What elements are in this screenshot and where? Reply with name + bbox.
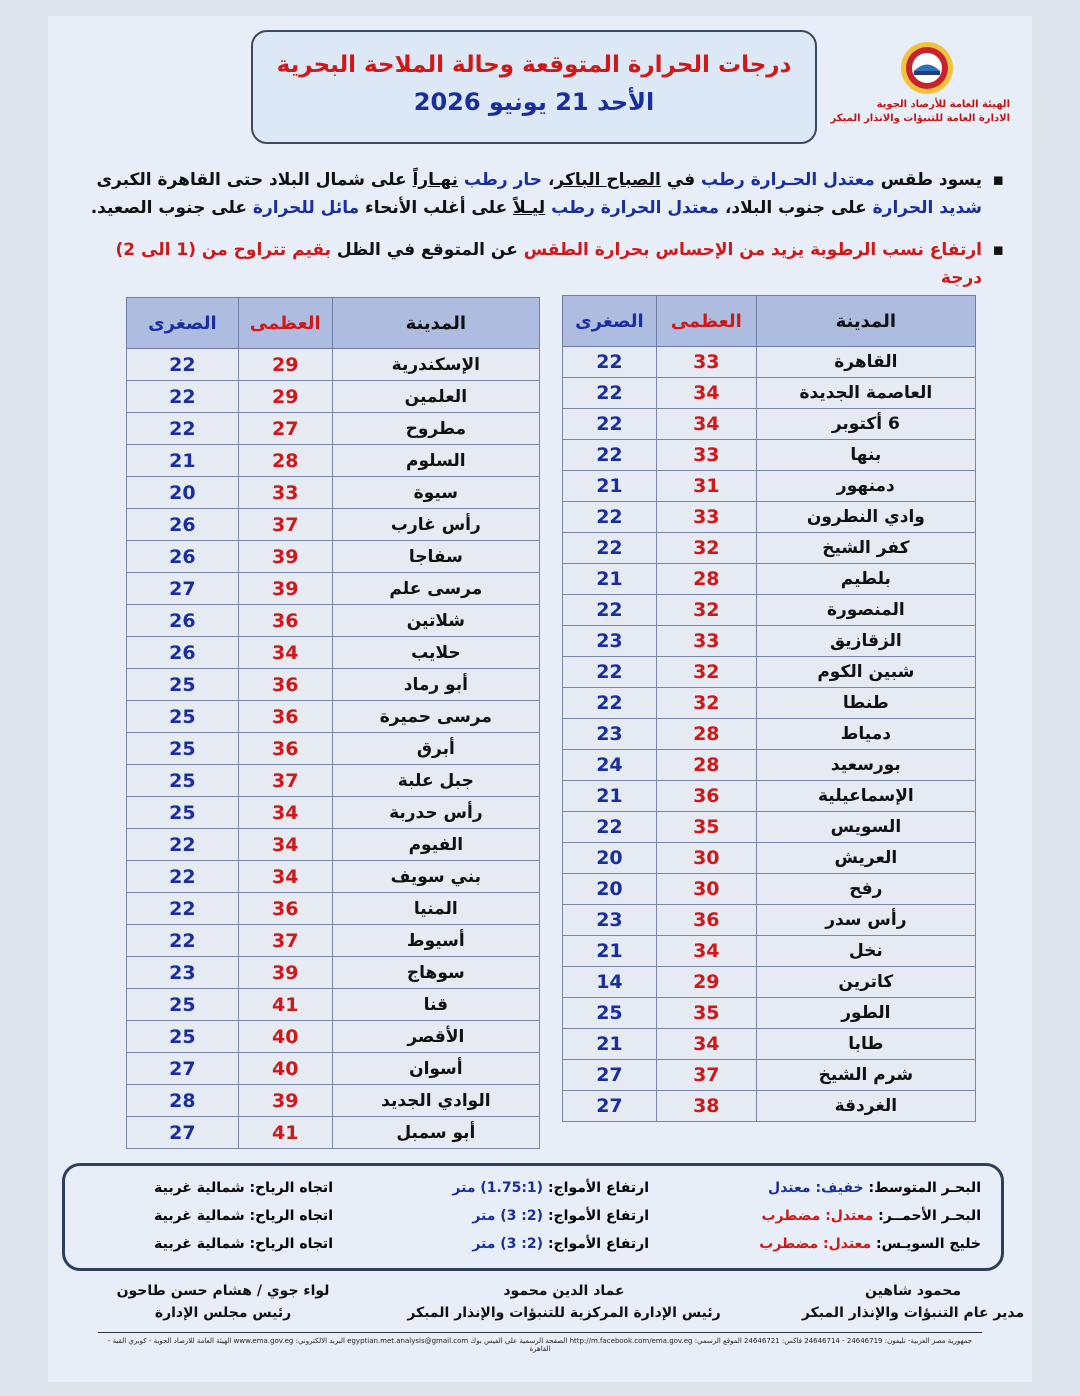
min-temp: 23 [127, 957, 239, 989]
max-temp: 36 [656, 905, 756, 936]
max-temp: 35 [656, 812, 756, 843]
forecast-bullet-2: ▪ ارتفاع نسب الرطوبة يزيد من الإحساس بحرارة الطقس عن المتوقع في الظل بقيم تتراوح من (1 الى 2) درجة [115, 240, 1004, 288]
forecast-bullet-1: ▪ يسود طقس معتدل الحـرارة رطب في الصباح الباكر، حار رطب نهـاراً على شمال البلاد حتى القاهرة الكبرى شديد الحرارة على جنوب البلاد، معتدل الحرارة رطب ليـلاً على أغلب الأنحاء مائل للحرارة على جنوب الصعيد. [90, 170, 1004, 218]
min-temp: 23 [563, 626, 657, 657]
ema-logo-icon [892, 38, 962, 104]
city-row [127, 829, 540, 861]
city-name: قنا [332, 989, 539, 1021]
city-name: بلطيم [756, 564, 975, 595]
city-name: شلاتين [332, 605, 539, 637]
city-name: مطروح [332, 413, 539, 445]
city-row [127, 701, 540, 733]
sea-row-gulf-of-suez: خليج السويـس: معتدل: مضطرب ارتفاع الأمواج: (2: 3) متر اتجاه الرياح: شمالية غربية [154, 1236, 981, 1252]
forecast-text [78, 166, 1004, 306]
min-temp: 22 [127, 925, 239, 957]
min-temp: 22 [127, 381, 239, 413]
max-temp: 37 [238, 925, 332, 957]
min-temp: 27 [127, 573, 239, 605]
max-temp: 31 [656, 471, 756, 502]
city-row [127, 765, 540, 797]
city-name: المنصورة [756, 595, 975, 626]
signature-forecast-director: محمود شاهين مدير عام التنبؤات والإنذار المبكر [801, 1283, 1025, 1321]
max-temp: 28 [656, 719, 756, 750]
city-row [127, 1085, 540, 1117]
min-temp: 26 [127, 605, 239, 637]
max-temp: 39 [238, 541, 332, 573]
max-temp: 36 [656, 781, 756, 812]
city-name: رأس غارب [332, 509, 539, 541]
bulletin-page [48, 16, 1032, 1382]
min-temp: 20 [563, 843, 657, 874]
min-temp: 22 [563, 688, 657, 719]
cities-table-left [126, 297, 540, 1149]
org-name: الهيئة العامة للأرصاد الجوية الادارة العامة للتنبؤات والانذار المبكر [830, 99, 1010, 124]
city-name: العريش [756, 843, 975, 874]
min-temp: 21 [563, 936, 657, 967]
city-row [127, 541, 540, 573]
min-temp: 25 [127, 669, 239, 701]
city-name: السويس [756, 812, 975, 843]
max-temp: 37 [238, 509, 332, 541]
max-temp: 29 [238, 349, 332, 381]
max-temp: 29 [656, 967, 756, 998]
min-temp: 21 [127, 445, 239, 477]
city-name: سوهاج [332, 957, 539, 989]
city-name: أسوان [332, 1053, 539, 1085]
min-temp: 22 [127, 829, 239, 861]
min-temp: 27 [127, 1117, 239, 1149]
cities-table-right [562, 295, 976, 1122]
min-temp: 22 [563, 409, 657, 440]
max-temp: 27 [238, 413, 332, 445]
max-temp: 33 [656, 502, 756, 533]
city-name: سيوة [332, 477, 539, 509]
max-temp: 36 [238, 605, 332, 637]
city-row [127, 445, 540, 477]
sea-row-red-sea: البحـر الأحمــر: معتدل: مضطرب ارتفاع الأمواج: (2: 3) متر اتجاه الرياح: شمالية غربية [154, 1208, 981, 1224]
city-name: نخل [756, 936, 975, 967]
max-temp: 41 [238, 1117, 332, 1149]
max-temp: 33 [656, 347, 756, 378]
max-temp: 32 [656, 657, 756, 688]
min-temp: 21 [563, 781, 657, 812]
max-temp: 40 [238, 1021, 332, 1053]
min-temp: 24 [563, 750, 657, 781]
min-temp: 22 [563, 533, 657, 564]
max-temp: 34 [656, 409, 756, 440]
city-row [563, 595, 976, 626]
city-row [563, 409, 976, 440]
max-temp: 33 [656, 440, 756, 471]
city-name: شبين الكوم [756, 657, 975, 688]
min-temp: 22 [563, 440, 657, 471]
min-temp: 20 [127, 477, 239, 509]
header-city: المدينة [756, 296, 975, 347]
city-name: دمنهور [756, 471, 975, 502]
city-name: الفيوم [332, 829, 539, 861]
max-temp: 36 [238, 893, 332, 925]
header-max: العظمى [656, 296, 756, 347]
city-row [563, 936, 976, 967]
min-temp: 22 [127, 893, 239, 925]
signature-central-director: عماد الدين محمود رئيس الإدارة المركزية للتنبؤات والإنذار المبكر [407, 1283, 721, 1321]
city-name: بورسعيد [756, 750, 975, 781]
header-city: المدينة [332, 298, 539, 349]
city-row [127, 733, 540, 765]
max-temp: 36 [238, 669, 332, 701]
city-row [563, 471, 976, 502]
city-row [127, 381, 540, 413]
city-name: دمياط [756, 719, 975, 750]
max-temp: 32 [656, 533, 756, 564]
max-temp: 37 [238, 765, 332, 797]
city-row [127, 989, 540, 1021]
city-name: القاهرة [756, 347, 975, 378]
max-temp: 32 [656, 688, 756, 719]
min-temp: 22 [563, 347, 657, 378]
city-row [563, 657, 976, 688]
max-temp: 38 [656, 1091, 756, 1122]
city-name: الإسماعيلية [756, 781, 975, 812]
city-row [563, 967, 976, 998]
city-row [563, 750, 976, 781]
min-temp: 25 [563, 998, 657, 1029]
city-name: العلمين [332, 381, 539, 413]
city-name: جبل علبة [332, 765, 539, 797]
max-temp: 34 [238, 861, 332, 893]
min-temp: 27 [127, 1053, 239, 1085]
city-name: بنها [756, 440, 975, 471]
city-row [563, 1060, 976, 1091]
max-temp: 34 [238, 829, 332, 861]
header-min: الصغرى [563, 296, 657, 347]
min-temp: 22 [563, 378, 657, 409]
min-temp: 28 [127, 1085, 239, 1117]
header-min: الصغرى [127, 298, 239, 349]
city-name: بني سويف [332, 861, 539, 893]
min-temp: 25 [127, 1021, 239, 1053]
city-name: رأس حدربة [332, 797, 539, 829]
sea-row-mediterranean: البحـر المتوسط: خفيف: معتدل ارتفاع الأمواج: (1.75:1) متر اتجاه الرياح: شمالية غربية [154, 1180, 981, 1196]
max-temp: 34 [656, 936, 756, 967]
city-row [127, 797, 540, 829]
max-temp: 30 [656, 843, 756, 874]
city-row [127, 349, 540, 381]
max-temp: 28 [656, 564, 756, 595]
city-name: أسيوط [332, 925, 539, 957]
min-temp: 21 [563, 564, 657, 595]
footer-contact: جمهورية مصر العربية- تليفون: 24646719 - 24646714 فاكس: 24646721 الموقع الرسمي: http://m.facebook.com/ema.gov.eg الصفحة الرسمية على الفيس بوك egyptian.met.analysis@gmail.com البريد الالكتروني: www.ema.gov.eg الهيئة العامة للارصاد الجوية - كوبري القبة - القاهرة [98, 1332, 982, 1353]
city-row [563, 781, 976, 812]
min-temp: 27 [563, 1091, 657, 1122]
max-temp: 39 [238, 1085, 332, 1117]
min-temp: 22 [127, 349, 239, 381]
city-row [563, 905, 976, 936]
page-title: درجات الحرارة المتوقعة وحالة الملاحة البحرية [276, 52, 792, 78]
city-row [563, 440, 976, 471]
max-temp: 37 [656, 1060, 756, 1091]
city-row [127, 573, 540, 605]
city-name: 6 أكتوبر [756, 409, 975, 440]
city-name: الزقازيق [756, 626, 975, 657]
header-max: العظمى [238, 298, 332, 349]
min-temp: 14 [563, 967, 657, 998]
min-temp: 26 [127, 637, 239, 669]
city-row [563, 626, 976, 657]
max-temp: 41 [238, 989, 332, 1021]
city-row [563, 502, 976, 533]
min-temp: 22 [563, 595, 657, 626]
max-temp: 32 [656, 595, 756, 626]
city-name: أبرق [332, 733, 539, 765]
city-row [127, 477, 540, 509]
city-name: سفاجا [332, 541, 539, 573]
max-temp: 34 [656, 378, 756, 409]
city-name: الوادي الجديد [332, 1085, 539, 1117]
city-name: رأس سدر [756, 905, 975, 936]
city-row [127, 1117, 540, 1149]
city-row [563, 533, 976, 564]
page-date: الأحد 21 يونيو 2026 [413, 88, 655, 116]
city-row [127, 893, 540, 925]
max-temp: 29 [238, 381, 332, 413]
max-temp: 40 [238, 1053, 332, 1085]
city-row [127, 605, 540, 637]
min-temp: 21 [563, 1029, 657, 1060]
city-row [127, 925, 540, 957]
city-name: طابا [756, 1029, 975, 1060]
city-name: رفح [756, 874, 975, 905]
max-temp: 35 [656, 998, 756, 1029]
min-temp: 22 [127, 861, 239, 893]
min-temp: 22 [127, 413, 239, 445]
max-temp: 34 [238, 637, 332, 669]
city-name: السلوم [332, 445, 539, 477]
city-row [127, 957, 540, 989]
city-name: مرسى علم [332, 573, 539, 605]
city-row [563, 688, 976, 719]
min-temp: 25 [127, 765, 239, 797]
min-temp: 22 [563, 657, 657, 688]
min-temp: 25 [127, 701, 239, 733]
city-name: الغردقة [756, 1091, 975, 1122]
city-row [563, 1029, 976, 1060]
city-name: المنيا [332, 893, 539, 925]
city-row [127, 1021, 540, 1053]
min-temp: 20 [563, 874, 657, 905]
max-temp: 36 [238, 701, 332, 733]
min-temp: 25 [127, 989, 239, 1021]
max-temp: 39 [238, 573, 332, 605]
city-name: مرسى حميرة [332, 701, 539, 733]
max-temp: 34 [238, 797, 332, 829]
min-temp: 27 [563, 1060, 657, 1091]
city-row [127, 637, 540, 669]
city-row [127, 413, 540, 445]
city-row [563, 378, 976, 409]
city-row [563, 843, 976, 874]
min-temp: 25 [127, 733, 239, 765]
city-name: حلايب [332, 637, 539, 669]
min-temp: 26 [127, 509, 239, 541]
city-row [127, 861, 540, 893]
min-temp: 26 [127, 541, 239, 573]
signature-chairman: لواء جوي / هشام حسن طاحون رئيس مجلس الإدارة [116, 1283, 330, 1321]
city-row [127, 669, 540, 701]
city-row [563, 564, 976, 595]
city-name: أبو سمبل [332, 1117, 539, 1149]
min-temp: 25 [127, 797, 239, 829]
city-row [563, 998, 976, 1029]
city-name: أبو رماد [332, 669, 539, 701]
max-temp: 30 [656, 874, 756, 905]
city-row [563, 1091, 976, 1122]
max-temp: 28 [656, 750, 756, 781]
max-temp: 34 [656, 1029, 756, 1060]
city-name: طنطا [756, 688, 975, 719]
min-temp: 22 [563, 502, 657, 533]
city-row [563, 719, 976, 750]
marine-conditions-box [62, 1163, 1004, 1271]
city-name: الطور [756, 998, 975, 1029]
min-temp: 21 [563, 471, 657, 502]
max-temp: 28 [238, 445, 332, 477]
min-temp: 22 [563, 812, 657, 843]
city-row [127, 509, 540, 541]
city-name: كفر الشيخ [756, 533, 975, 564]
max-temp: 33 [656, 626, 756, 657]
city-row [563, 874, 976, 905]
city-row [563, 812, 976, 843]
max-temp: 33 [238, 477, 332, 509]
city-row [127, 1053, 540, 1085]
min-temp: 23 [563, 719, 657, 750]
city-name: كاترين [756, 967, 975, 998]
city-name: وادي النطرون [756, 502, 975, 533]
max-temp: 39 [238, 957, 332, 989]
min-temp: 23 [563, 905, 657, 936]
title-box [251, 30, 817, 144]
city-name: الأقصر [332, 1021, 539, 1053]
city-name: العاصمة الجديدة [756, 378, 975, 409]
max-temp: 36 [238, 733, 332, 765]
city-name: شرم الشيخ [756, 1060, 975, 1091]
city-name: الإسكندرية [332, 349, 539, 381]
city-row [563, 347, 976, 378]
